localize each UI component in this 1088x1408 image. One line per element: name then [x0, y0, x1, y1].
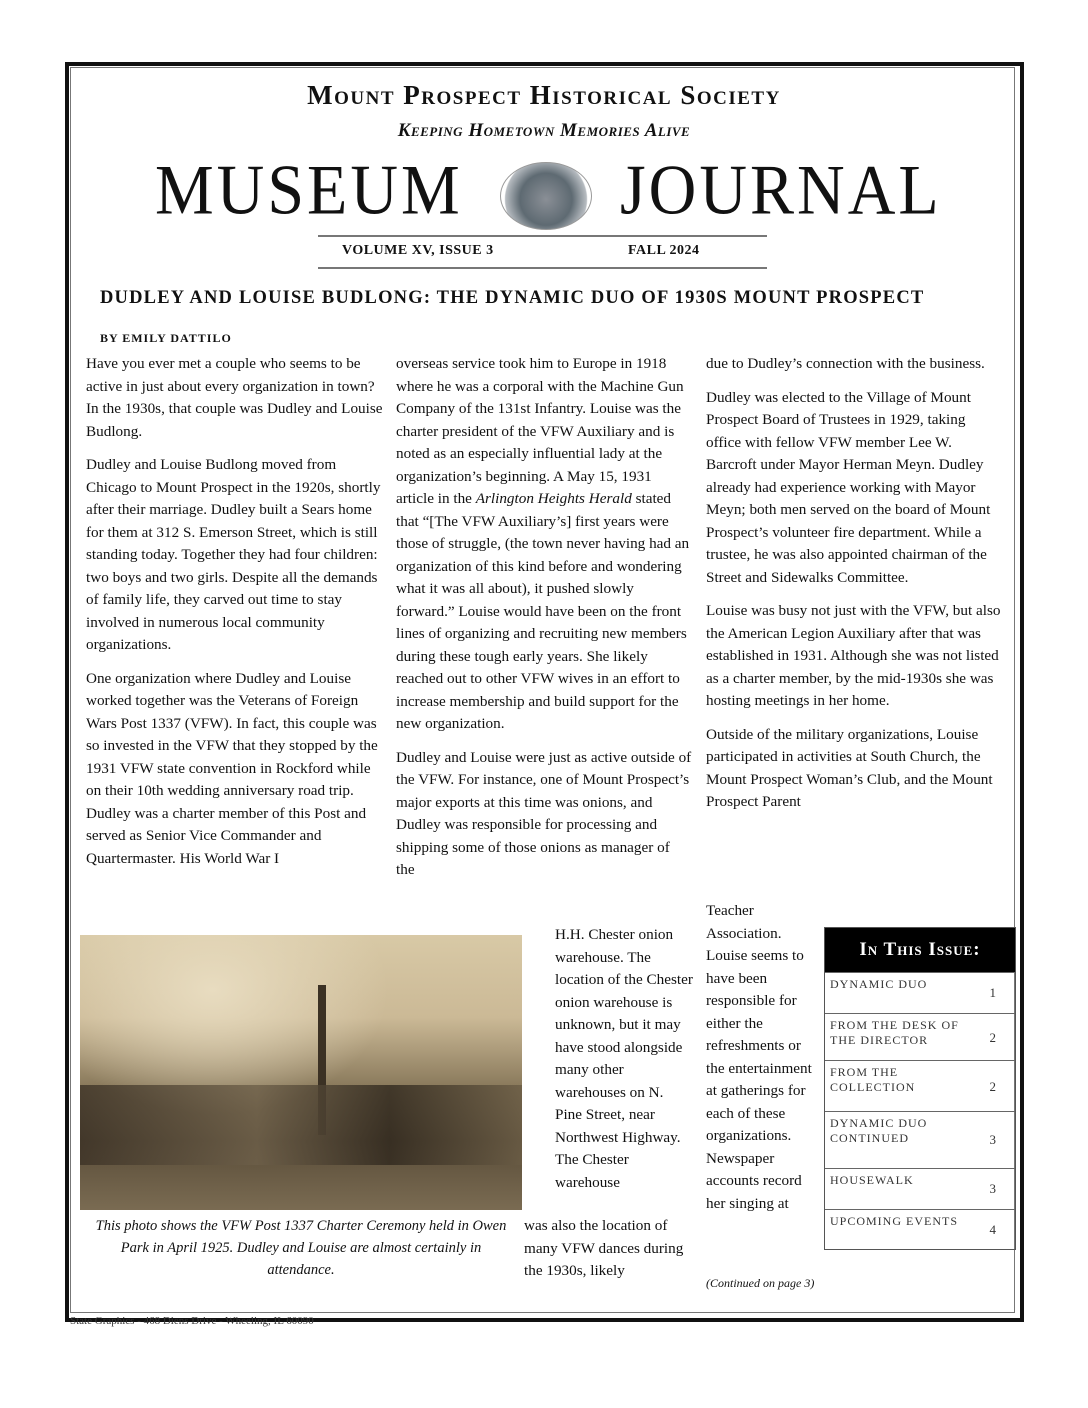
divider: [318, 235, 767, 237]
paragraph: Dudley was elected to the Village of Mount Prospect Board of Trustees in 1929, taking office with fellow VFW member Lee W. Barcroft under Mayor Herman Meyn. Dudley already had experience working with Mayor Meyn; both men served on the board of Mount Prospect’s volunteer fire department. While a trustee, he was also appointed chairman of the Street and Sidewalks Committee.: [706, 388, 991, 586]
society-logo: [500, 162, 592, 230]
byline: BY EMILY DATTILO: [100, 331, 232, 345]
toc-item[interactable]: FROM THE DESK OF THE DIRECTOR 2: [825, 1013, 1015, 1060]
article-column-3: [706, 353, 1004, 814]
article-column-2: [396, 353, 692, 893]
newspaper-title: Arlington Heights Herald: [475, 490, 632, 507]
photo-caption: This photo shows the VFW Post 1337 Charter Ceremony held in Owen Park in April 1925. Dudley and Louise are almost certainly in attendance.: [95, 1218, 507, 1278]
article-column-3-wrap: Teacher Association. Louise seems to have been responsible for either the refreshments or the entertainment at gatherings for each of these organizations. Newspaper accounts record her singing at: [706, 902, 812, 1212]
toc-item[interactable]: DYNAMIC DUO 1: [825, 972, 1015, 1013]
paragraph: Louise was busy not just with the VFW, but also the American Legion Auxiliary after that was established in 1931. Although she was not listed as a charter member, by the mid-1930s she was hosting meetings in her home.: [706, 602, 1001, 709]
article-column-1: [86, 353, 386, 881]
historic-photo: [80, 935, 522, 1210]
toc-item[interactable]: HOUSEWALK 3: [825, 1168, 1015, 1209]
paragraph: Have you ever met a couple who seems to be active in just about every organization in town? In the 1930s, that couple was Dudley and Louise Budlong.: [86, 355, 383, 440]
article-column-2-tail: was also the location of many VFW dances during the 1930s, likely: [524, 1217, 684, 1279]
toc-item[interactable]: UPCOMING EVENTS 4: [825, 1209, 1015, 1249]
crowd: [80, 1085, 522, 1165]
toc-item[interactable]: FROM THE COLLECTION 2: [825, 1060, 1015, 1111]
printer-footer: State Graphics - 468 Diens Drive - Wheeling, IL 60090: [70, 1315, 314, 1327]
in-this-issue-box: [824, 927, 1016, 1250]
paragraph: Dudley and Louise Budlong moved from Chicago to Mount Prospect in the 1920s, shortly after their marriage. Dudley built a Sears home for them at 312 S. Emerson Street, which is still standing today. Together they had four children: two boys and two girls. Despite all the demands of family life, they carved out time to stay involved in numerous local community organizations.: [86, 456, 381, 653]
toc-title: In This Issue:: [825, 928, 1015, 972]
tagline: Keeping Hometown Memories Alive: [397, 120, 691, 141]
volume-issue: VOLUME XV, ISSUE 3: [342, 243, 494, 258]
divider: [318, 267, 767, 269]
paragraph: due to Dudley’s connection with the business.: [706, 355, 985, 372]
continued-note: (Continued on page 3): [706, 1276, 815, 1290]
paragraph: One organization where Dudley and Louise worked together was the Veterans of Foreign Wars Post 1337 (VFW). In fact, this couple was so invested in the VFW that they stopped by the 1931 VFW state convention in Rockford while on their 10th wedding anniversary road trip. Dudley was a charter member of this Post and served as Senior Vice Commander and Quartermaster. His World War I: [86, 669, 378, 867]
masthead-title-left: MUSEUM: [155, 151, 463, 230]
season: FALL 2024: [628, 243, 700, 258]
masthead-title-right: JOURNAL: [620, 151, 942, 230]
article-headline: DUDLEY AND LOUISE BUDLONG: THE DYNAMIC DUO OF 1930S MOUNT PROSPECT: [100, 288, 925, 308]
toc-item[interactable]: DYNAMIC DUO CONTINUED 3: [825, 1111, 1015, 1168]
paragraph: overseas service took him to Europe in 1918 where he was a corporal with the Machine Gun Company of the 131st Infantry. Louise was the charter president of the VFW Auxiliary and is noted as an especially influential lady at the organization’s beginning. A May 15, 1931 article in the Arlington Heights Herald stated that “[The VFW Auxiliary’s] first years were those of struggle, (the town never having had an organization of this kind before and wondering what it was all about), it pushed slowly forward.” Louise would have been on the front lines of organizing and recruiting new members during these tough early years. She likely reached out to other VFW wives in an effort to increase membership and build support for the new organization.: [396, 355, 690, 732]
paragraph: Outside of the military organizations, Louise participated in activities at South Church, the Mount Prospect Woman’s Club, and the Mount Prospect Parent: [706, 725, 993, 810]
paragraph: Dudley and Louise were just as active outside of the VFW. For instance, one of Mount Prospect’s major exports at this time was onions, and Dudley was responsible for processing and shipping some of those onions as manager of the: [396, 748, 692, 878]
article-column-2-wrap: H.H. Chester onion warehouse. The location of the Chester onion warehouse is unknown, but it may have stood alongside many other warehouses on N. Pine Street, near Northwest Highway. The Chester warehouse: [555, 926, 693, 1191]
organization-name: Mount Prospect Historical Society: [307, 80, 781, 110]
